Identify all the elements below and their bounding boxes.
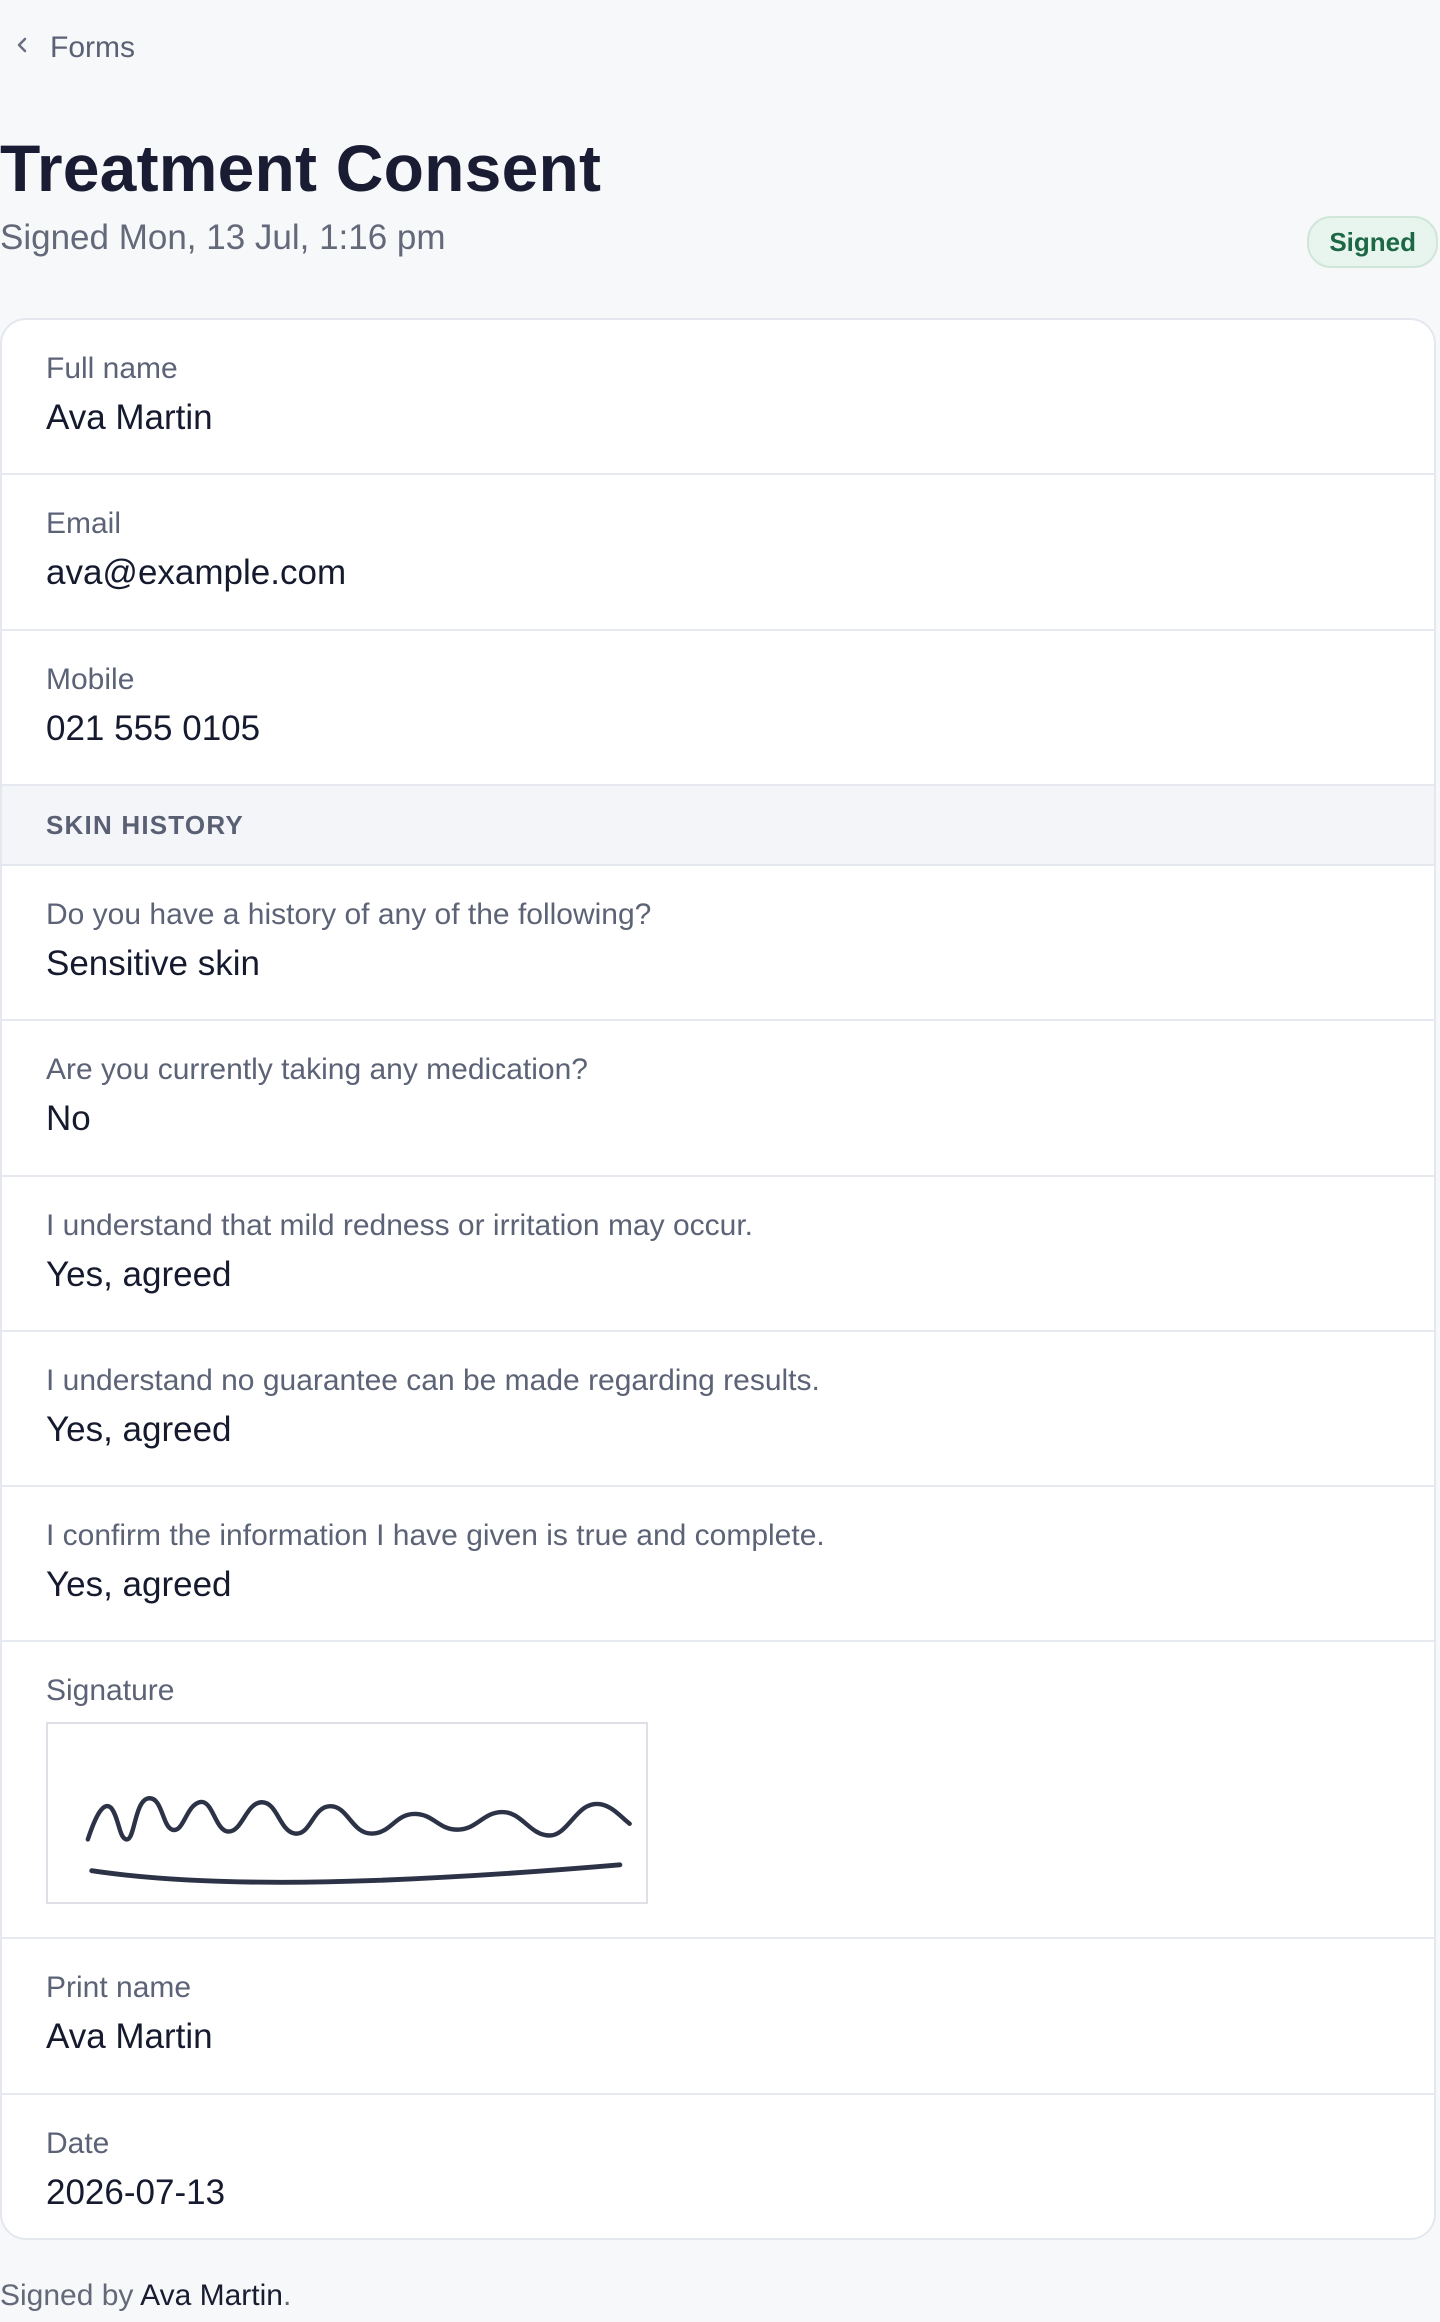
field-value-full-name: Ava Martin [46,398,213,437]
form-response-card [0,318,1436,2240]
field-value-confirm-information: Yes, agreed [46,1565,232,1604]
signed-by-prefix: Signed by [0,2279,134,2312]
field-label-email: Email [46,507,122,540]
field-label-mobile: Mobile [46,663,135,696]
back-to-forms-link[interactable] [10,24,135,72]
back-link-label[interactable]: Forms [50,31,135,64]
field-row-mobile [2,631,1434,786]
signed-by-footer [0,2276,291,2316]
field-value-guarantee-agreement: Yes, agreed [46,1410,232,1449]
signed-by-suffix: . [282,2279,292,2312]
field-value-email: ava@example.com [46,553,347,592]
field-value-medication: No [46,1099,91,1138]
field-value-date: 2026-07-13 [46,2173,226,2212]
status-badge: Signed [1307,216,1438,268]
field-row-medication [2,1021,1434,1177]
field-label-medication: Are you currently taking any medication? [46,1053,588,1086]
field-row-confirm-information [2,1487,1434,1642]
field-value-mobile: 021 555 0105 [46,709,261,748]
field-row-guarantee-agreement [2,1332,1434,1487]
section-header-skin-history [2,786,1434,866]
section-title: SKIN HISTORY [46,810,244,840]
signed-timestamp: Signed Mon, 13 Jul, 1:16 pm [0,218,446,257]
signed-by-name: Ava Martin [140,2279,283,2312]
field-row-redness-agreement [2,1177,1434,1332]
page-title: Treatment Consent [0,131,602,205]
field-row-email [2,475,1434,631]
field-row-print-name [2,1939,1434,2095]
field-value-print-name: Ava Martin [46,2017,213,2056]
field-label-history: Do you have a history of any of the following? [46,898,652,931]
field-value-history: Sensitive skin [46,944,260,983]
field-row-history [2,866,1434,1021]
field-value-redness-agreement: Yes, agreed [46,1255,232,1294]
field-label-redness-agreement: I understand that mild redness or irritation may occur. [46,1209,753,1242]
field-label-confirm-information: I confirm the information I have given is true and complete. [46,1519,825,1552]
signature-image [46,1722,648,1904]
chevron-left-icon [10,24,34,72]
field-label-signature: Signature [46,1674,175,1707]
field-label-date: Date [46,2127,110,2160]
field-row-full-name [2,320,1434,475]
field-row-date [2,2095,1434,2240]
field-label-print-name: Print name [46,1971,192,2004]
field-label-guarantee-agreement: I understand no guarantee can be made regarding results. [46,1364,820,1397]
field-row-signature [2,1642,1434,1939]
field-label-full-name: Full name [46,352,178,385]
